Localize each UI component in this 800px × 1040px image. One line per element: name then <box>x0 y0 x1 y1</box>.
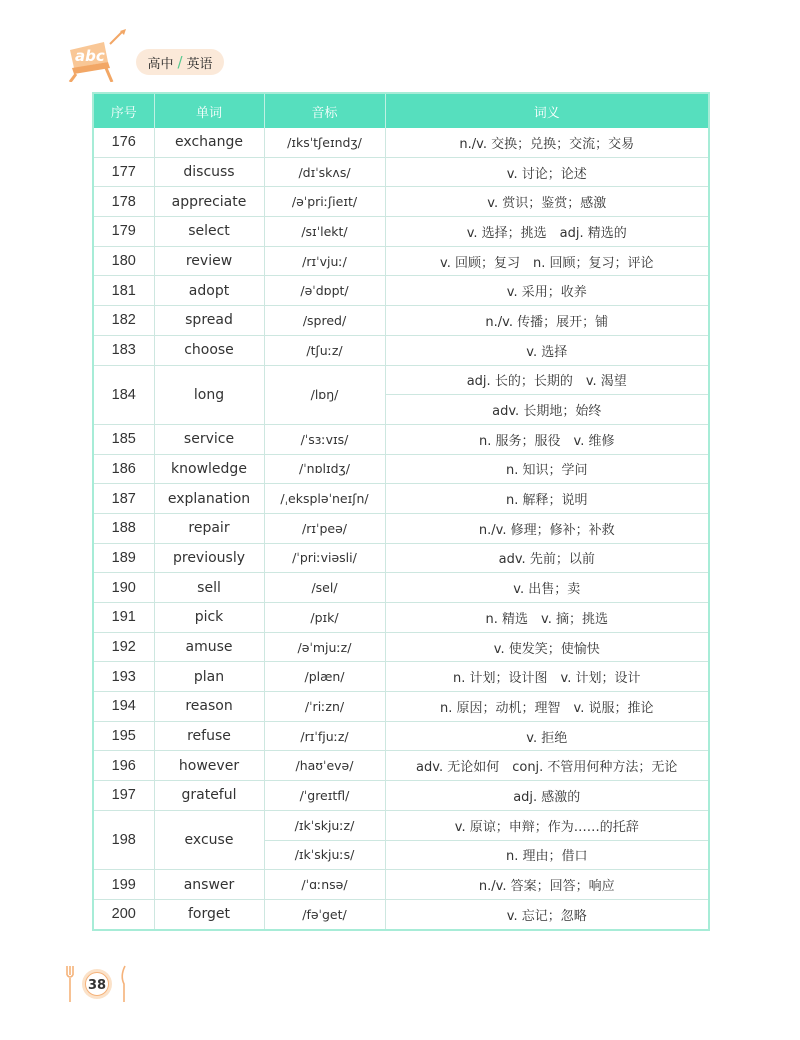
column-header-meaning: 词义 <box>385 93 709 128</box>
table-row <box>93 365 709 395</box>
entry-word: spread <box>154 306 264 336</box>
entry-meaning: v. 使发笑；使愉快 <box>385 632 709 662</box>
entry-number: 189 <box>93 543 154 573</box>
entry-phonetic: /haʊˈevə/ <box>264 751 385 781</box>
entry-meaning: adv. 长期地；始终 <box>385 395 709 425</box>
entry-meaning: v. 忘记；忽略 <box>385 899 709 929</box>
entry-word: grateful <box>154 781 264 811</box>
entry-meaning: adj. 长的；长期的 v. 渴望 <box>385 365 709 395</box>
table-row <box>93 721 709 751</box>
table-row <box>93 246 709 276</box>
table-row <box>93 128 709 157</box>
entry-phonetic: /ˈgreɪtfl/ <box>264 781 385 811</box>
column-header-word: 单词 <box>154 93 264 128</box>
entry-phonetic: /ˌekspləˈneɪʃn/ <box>264 484 385 514</box>
entry-number: 199 <box>93 870 154 900</box>
table-row <box>93 899 709 929</box>
entry-number: 191 <box>93 603 154 633</box>
entry-phonetic: /sɪˈlekt/ <box>264 217 385 247</box>
entry-meaning: v. 选择 <box>385 335 709 365</box>
entry-number: 196 <box>93 751 154 781</box>
table-header-row <box>93 93 709 128</box>
breadcrumb-subject: 英语 <box>186 56 213 72</box>
entry-meaning: adv. 无论如何 conj. 不管用何种方法；无论 <box>385 751 709 781</box>
entry-phonetic: /ˈriːzn/ <box>264 692 385 722</box>
entry-meaning: n. 理由；借口 <box>385 840 709 870</box>
entry-phonetic: /rɪˈpeə/ <box>264 513 385 543</box>
table-row <box>93 632 709 662</box>
entry-number: 188 <box>93 513 154 543</box>
entry-number: 176 <box>93 128 154 157</box>
entry-word: previously <box>154 543 264 573</box>
table-row <box>93 187 709 217</box>
entry-meaning: n./v. 修理；修补；补救 <box>385 513 709 543</box>
entry-phonetic: /ˈɑːnsə/ <box>264 870 385 900</box>
entry-number: 197 <box>93 781 154 811</box>
entry-phonetic: /ˈpriːviəsli/ <box>264 543 385 573</box>
entry-meaning: n./v. 答案；回答；响应 <box>385 870 709 900</box>
entry-word: knowledge <box>154 454 264 484</box>
entry-phonetic: /fəˈget/ <box>264 899 385 929</box>
entry-phonetic: /ˈsɜːvɪs/ <box>264 424 385 454</box>
entry-phonetic: /dɪˈskʌs/ <box>264 157 385 187</box>
table-row <box>93 603 709 633</box>
entry-phonetic: /ɪksˈtʃeɪndʒ/ <box>264 128 385 157</box>
page-number-plate-icon <box>60 962 132 1006</box>
entry-word: forget <box>154 899 264 929</box>
entry-word: long <box>154 365 264 424</box>
entry-word: discuss <box>154 157 264 187</box>
entry-number: 185 <box>93 424 154 454</box>
entry-meaning: n. 服务；服役 v. 维修 <box>385 424 709 454</box>
entry-number: 187 <box>93 484 154 514</box>
entry-phonetic: /spred/ <box>264 306 385 336</box>
entry-word: answer <box>154 870 264 900</box>
entry-word: exchange <box>154 128 264 157</box>
entry-meaning: v. 采用；收养 <box>385 276 709 306</box>
table-row <box>93 306 709 336</box>
entry-phonetic: /ɪkˈskjuːz/ <box>264 810 385 840</box>
table-row <box>93 870 709 900</box>
entry-number: 177 <box>93 157 154 187</box>
entry-meaning: v. 拒绝 <box>385 721 709 751</box>
table-row <box>93 276 709 306</box>
table-row <box>93 781 709 811</box>
entry-phonetic: /əˈdɒpt/ <box>264 276 385 306</box>
entry-meaning: v. 讨论；论述 <box>385 157 709 187</box>
entry-number: 190 <box>93 573 154 603</box>
entry-meaning: v. 选择；挑选 adj. 精选的 <box>385 217 709 247</box>
entry-meaning: v. 原谅；申辩；作为……的托辞 <box>385 810 709 840</box>
column-header-number: 序号 <box>93 93 154 128</box>
breadcrumb-separator: / <box>177 53 183 71</box>
entry-phonetic: /lɒŋ/ <box>264 365 385 424</box>
entry-phonetic: /ɪkˈskjuːs/ <box>264 840 385 870</box>
entry-meaning: n. 计划；设计图 v. 计划；设计 <box>385 662 709 692</box>
entry-word: appreciate <box>154 187 264 217</box>
entry-word: adopt <box>154 276 264 306</box>
entry-phonetic: /əˈpriːʃieɪt/ <box>264 187 385 217</box>
entry-number: 186 <box>93 454 154 484</box>
table-row <box>93 810 709 840</box>
entry-word: pick <box>154 603 264 633</box>
entry-meaning: v. 赏识；鉴赏；感激 <box>385 187 709 217</box>
breadcrumb-level: 高中 <box>147 56 174 72</box>
page-number: 38 <box>87 978 107 993</box>
entry-phonetic: /rɪˈvjuː/ <box>264 246 385 276</box>
entry-phonetic: /plæn/ <box>264 662 385 692</box>
entry-number: 184 <box>93 365 154 424</box>
entry-meaning: n. 解释；说明 <box>385 484 709 514</box>
table-row <box>93 335 709 365</box>
table-row <box>93 692 709 722</box>
entry-word: choose <box>154 335 264 365</box>
entry-number: 192 <box>93 632 154 662</box>
table-row <box>93 751 709 781</box>
entry-meaning: n./v. 交换；兑换；交流；交易 <box>385 128 709 157</box>
table-body <box>93 128 709 930</box>
entry-phonetic: /rɪˈfjuːz/ <box>264 721 385 751</box>
column-header-phonetic: 音标 <box>264 93 385 128</box>
entry-meaning: v. 回顾；复习 n. 回顾；复习；评论 <box>385 246 709 276</box>
logo-text: abc <box>75 47 105 65</box>
entry-phonetic: /pɪk/ <box>264 603 385 633</box>
table-row <box>93 484 709 514</box>
entry-number: 178 <box>93 187 154 217</box>
table-row <box>93 573 709 603</box>
entry-word: repair <box>154 513 264 543</box>
table-row <box>93 157 709 187</box>
table-row <box>93 662 709 692</box>
entry-word: amuse <box>154 632 264 662</box>
entry-meaning: n./v. 传播；展开；铺 <box>385 306 709 336</box>
entry-meaning: n. 知识；学问 <box>385 454 709 484</box>
entry-word: refuse <box>154 721 264 751</box>
entry-meaning: v. 出售；卖 <box>385 573 709 603</box>
entry-word: select <box>154 217 264 247</box>
entry-number: 181 <box>93 276 154 306</box>
entry-meaning: n. 原因；动机；理智 v. 说服；推论 <box>385 692 709 722</box>
entry-number: 194 <box>93 692 154 722</box>
entry-meaning: adj. 感激的 <box>385 781 709 811</box>
entry-number: 195 <box>93 721 154 751</box>
entry-phonetic: /tʃuːz/ <box>264 335 385 365</box>
entry-word: service <box>154 424 264 454</box>
entry-phonetic: /ˈnɒlɪdʒ/ <box>264 454 385 484</box>
entry-number: 183 <box>93 335 154 365</box>
entry-word: excuse <box>154 810 264 869</box>
table-row <box>93 513 709 543</box>
entry-number: 198 <box>93 810 154 869</box>
table-row <box>93 543 709 573</box>
entry-meaning: adv. 先前；以前 <box>385 543 709 573</box>
entry-word: reason <box>154 692 264 722</box>
entry-phonetic: /sel/ <box>264 573 385 603</box>
abc-logo-icon <box>58 28 130 82</box>
entry-number: 182 <box>93 306 154 336</box>
entry-word: sell <box>154 573 264 603</box>
entry-phonetic: /əˈmjuːz/ <box>264 632 385 662</box>
vocabulary-table <box>92 92 710 931</box>
entry-number: 180 <box>93 246 154 276</box>
entry-number: 193 <box>93 662 154 692</box>
table-row <box>93 424 709 454</box>
table-row <box>93 454 709 484</box>
entry-number: 200 <box>93 899 154 929</box>
entry-word: however <box>154 751 264 781</box>
entry-word: review <box>154 246 264 276</box>
table-row <box>93 217 709 247</box>
entry-number: 179 <box>93 217 154 247</box>
entry-word: plan <box>154 662 264 692</box>
subject-breadcrumb <box>136 49 224 75</box>
entry-word: explanation <box>154 484 264 514</box>
entry-meaning: n. 精选 v. 摘；挑选 <box>385 603 709 633</box>
